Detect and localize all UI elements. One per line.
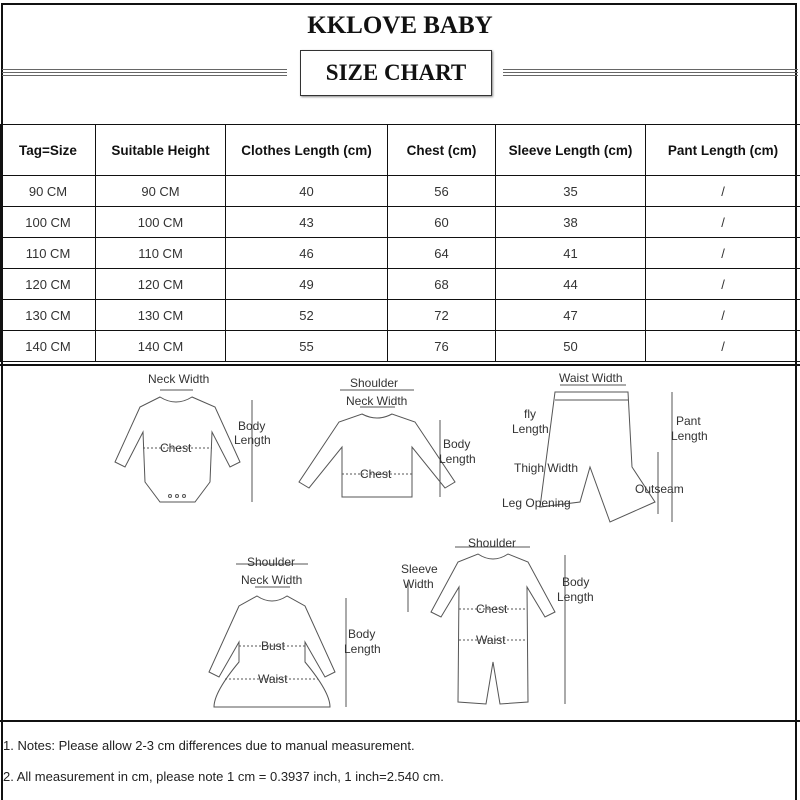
measurement-diagrams: [0, 364, 800, 722]
label-neck-width: Neck Width: [148, 372, 210, 386]
label-waist: Waist: [476, 633, 506, 647]
table-cell: 44: [496, 269, 646, 300]
table-cell: /: [646, 207, 800, 238]
table-row: [1, 300, 800, 331]
table-cell: 64: [388, 238, 496, 269]
table-cell: 38: [496, 207, 646, 238]
divider-left: [2, 69, 287, 76]
table-header-row: [1, 125, 800, 176]
table-cell: /: [646, 331, 800, 362]
note-1: 1. Notes: Please allow 2-3 cm differences due to manual measurement.: [3, 738, 415, 753]
table-cell: 46: [226, 238, 388, 269]
column-header: Tag=Size: [1, 125, 96, 176]
label-pant-length: Pant: [676, 414, 701, 428]
label-shoulder: Shoulder: [247, 555, 296, 569]
table-cell: /: [646, 176, 800, 207]
label-chest: Chest: [360, 467, 392, 481]
pants-diagram: [502, 371, 708, 522]
dress-diagram: [209, 555, 381, 707]
label-shoulder: Shoulder: [468, 536, 517, 550]
column-header: Chest (cm): [388, 125, 496, 176]
table-cell: 140 CM: [96, 331, 226, 362]
column-header: Pant Length (cm): [646, 125, 800, 176]
table-cell: /: [646, 269, 800, 300]
table-cell: 100 CM: [1, 207, 96, 238]
table-row: [1, 207, 800, 238]
table-cell: 35: [496, 176, 646, 207]
label-fly-length: Length: [512, 422, 549, 436]
table-cell: 68: [388, 269, 496, 300]
table-cell: 90 CM: [96, 176, 226, 207]
size-chart-title: SIZE CHART: [300, 50, 492, 96]
onesie-diagram: [115, 372, 271, 502]
label-sleeve-width: Sleeve: [401, 562, 438, 576]
label-waist-width: Waist Width: [559, 371, 623, 385]
label-body-length: Length: [234, 433, 271, 447]
label-sleeve-width: Width: [403, 577, 434, 591]
label-pant-length: Length: [671, 429, 708, 443]
table-cell: 52: [226, 300, 388, 331]
table-cell: 120 CM: [96, 269, 226, 300]
table-cell: 120 CM: [1, 269, 96, 300]
table-cell: 60: [388, 207, 496, 238]
label-leg-opening: Leg Opening: [502, 496, 571, 510]
table-cell: 76: [388, 331, 496, 362]
label-outseam: Outseam: [635, 482, 684, 496]
label-neck-width: Neck Width: [241, 573, 303, 587]
table-cell: /: [646, 300, 800, 331]
label-shoulder: Shoulder: [350, 376, 399, 390]
label-neck-width: Neck Width: [346, 394, 408, 408]
table-cell: 72: [388, 300, 496, 331]
table-cell: 90 CM: [1, 176, 96, 207]
brand-title: KKLOVE BABY: [307, 12, 493, 39]
table-cell: 49: [226, 269, 388, 300]
note-2: 2. All measurement in cm, please note 1 cm = 0.3937 inch, 1 inch=2.540 cm.: [3, 769, 444, 784]
table-row: [1, 176, 800, 207]
table-cell: 100 CM: [96, 207, 226, 238]
label-chest: Chest: [476, 602, 508, 616]
table-row: [1, 238, 800, 269]
table-cell: 130 CM: [96, 300, 226, 331]
label-chest: Chest: [160, 441, 192, 455]
column-header: Clothes Length (cm): [226, 125, 388, 176]
label-fly-length: fly: [524, 407, 536, 421]
table-cell: 47: [496, 300, 646, 331]
label-waist: Waist: [258, 672, 288, 686]
romper-diagram: [401, 536, 594, 704]
label-body-length: Length: [439, 452, 476, 466]
shirt-diagram: [299, 376, 476, 497]
table-cell: 56: [388, 176, 496, 207]
table-cell: 110 CM: [96, 238, 226, 269]
table-cell: /: [646, 238, 800, 269]
table-cell: 110 CM: [1, 238, 96, 269]
label-body-length: Body: [562, 575, 590, 589]
label-body-length: Body: [238, 419, 266, 433]
table-cell: 130 CM: [1, 300, 96, 331]
label-thigh-width: Thigh Width: [514, 461, 579, 475]
label-body-length: Length: [557, 590, 594, 604]
column-header: Suitable Height: [96, 125, 226, 176]
label-body-length: Body: [443, 437, 471, 451]
label-body-length: Length: [344, 642, 381, 656]
table-cell: 40: [226, 176, 388, 207]
table-cell: 140 CM: [1, 331, 96, 362]
table-cell: 55: [226, 331, 388, 362]
label-bust: Bust: [261, 639, 286, 653]
label-body-length: Body: [348, 627, 376, 641]
table-row: [1, 331, 800, 362]
size-table: [0, 124, 800, 362]
table-cell: 43: [226, 207, 388, 238]
column-header: Sleeve Length (cm): [496, 125, 646, 176]
table-cell: 41: [496, 238, 646, 269]
table-row: [1, 269, 800, 300]
table-cell: 50: [496, 331, 646, 362]
divider-right: [503, 69, 798, 76]
